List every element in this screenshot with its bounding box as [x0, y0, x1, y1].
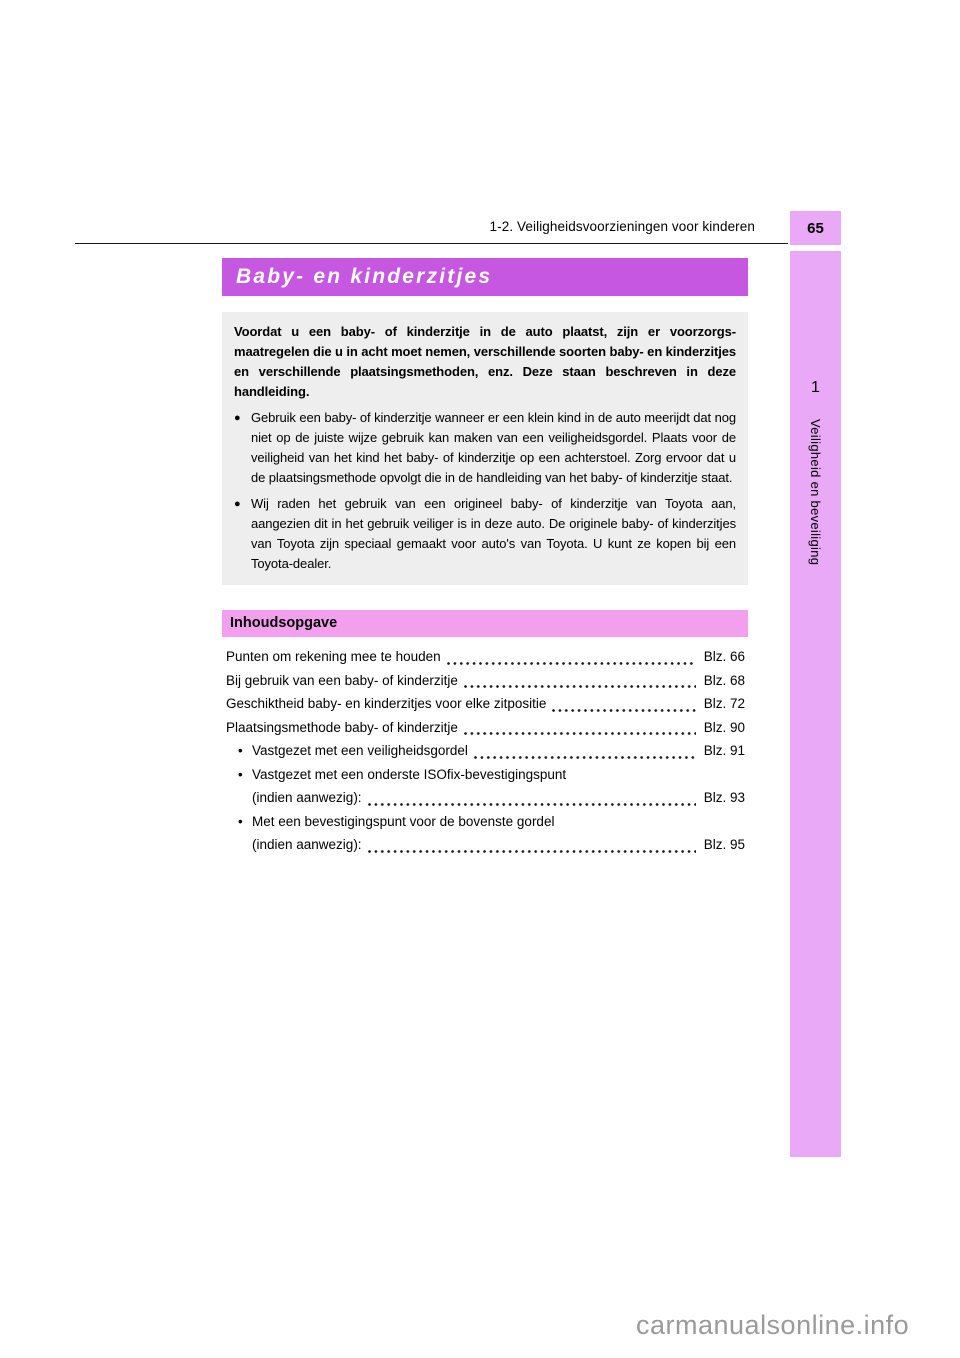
- page-number: 65: [807, 219, 824, 237]
- watermark: carmanualsonline.info: [636, 1310, 910, 1340]
- page-number-box: [790, 211, 841, 245]
- toc-entry-label: Met een bevestigingspunt voor de bovenste gordel: [252, 813, 555, 829]
- toc-leader-dots: [368, 803, 696, 806]
- chapter-tab: [790, 251, 841, 1157]
- toc-entry-label: (indien aanwezig):: [252, 837, 362, 852]
- toc-leader-dots: [464, 732, 696, 735]
- intro-lead: Voordat u een baby- of kinderzitje in de auto plaatst, zijn er voorzorgs-maatregelen die u in acht moet nemen, verschillende soorten baby- en kinderzitjes en verschillende plaatsingsmethoden, enz. Deze staan beschreven in deze handleiding.: [234, 324, 736, 399]
- toc-heading: Inhoudsopgave: [230, 615, 338, 631]
- title-banner: [222, 258, 748, 296]
- intro-bullet-item: [234, 494, 736, 574]
- chapter-label: Veiligheid en beveiliging: [808, 419, 823, 566]
- toc-entry-bullet-icon: •: [238, 766, 243, 782]
- chapter-number: 1: [811, 379, 820, 396]
- toc-leader-dots: [474, 756, 696, 759]
- toc-list: [222, 645, 748, 857]
- toc-entry-continuation: [222, 786, 748, 810]
- toc-leader-dots: [464, 685, 696, 688]
- toc-entry-bullet-icon: •: [238, 813, 243, 829]
- bullet-icon: ●: [234, 412, 241, 424]
- toc-entry: [222, 810, 748, 834]
- toc-entry-page: Blz. 68: [703, 672, 745, 688]
- toc-entry: [222, 645, 748, 669]
- toc-leader-dots: [552, 709, 695, 712]
- intro-box: [222, 312, 748, 585]
- intro-bullet-text: Wij raden het gebruik van een origineel baby- of kinderzitje van Toyota aan, aangezien dit in het gebruik veiliger is in deze auto. De originele baby- of kinderzitjes van Toyota zijn speciaal gemaakt voor auto's van Toyota. U kunt ze kopen bij een Toyota-dealer.: [251, 496, 736, 571]
- toc-entry: [222, 669, 748, 693]
- header-rule: [75, 243, 788, 244]
- toc-entry-page: Blz. 93: [703, 790, 745, 805]
- bullet-icon: ●: [234, 498, 241, 510]
- toc-entry-label: Vastgezet met een onderste ISOfix-bevestigingspunt: [252, 766, 567, 782]
- intro-bullet-item: [234, 408, 736, 488]
- toc-entry-page: Blz. 91: [703, 743, 745, 758]
- toc-entry-label: Bij gebruik van een baby- of kinderzitje: [226, 672, 458, 688]
- toc-leader-dots: [368, 850, 696, 853]
- content-column: [222, 258, 748, 857]
- toc-entry-page: Blz. 90: [703, 719, 745, 735]
- toc-entry-label: Plaatsingsmethode baby- of kinderzitje: [226, 719, 458, 735]
- toc-entry: [222, 739, 748, 763]
- toc-entry-page: Blz. 66: [703, 649, 745, 664]
- page-title: Baby- en kinderzitjes: [236, 265, 493, 288]
- toc-leader-dots: [447, 662, 696, 665]
- toc-entry-bullet-icon: •: [238, 743, 243, 758]
- toc-entry: [222, 716, 748, 740]
- toc-entry-label: (indien aanwezig):: [252, 790, 362, 805]
- toc-entry: [222, 692, 748, 716]
- section-header: 1-2. Veiligheidsvoorzieningen voor kinderen: [489, 219, 755, 234]
- intro-bullet-text: Gebruik een baby- of kinderzitje wanneer er een klein kind in de auto meerijdt dat nog niet op de juiste wijze gebruik kan maken van een veiligheidsgordel. Plaats voor de veiligheid van het kind het baby- of kinderzitje op een achterstoel. Zorg ervoor dat u de plaatsingsmethode opvolgt die in de handleiding van het baby- of kinderzitje staat.: [251, 410, 736, 485]
- toc-entry-page: Blz. 95: [703, 837, 745, 852]
- toc-heading-bar: [222, 610, 748, 637]
- toc-entry-page: Blz. 72: [703, 696, 745, 711]
- toc-entry-label: Punten om rekening mee te houden: [226, 649, 441, 664]
- toc-entry-continuation: [222, 833, 748, 857]
- toc-entry: [222, 763, 748, 787]
- toc-entry-label: Geschiktheid baby- en kinderzitjes voor elke zitpositie: [226, 696, 547, 711]
- toc-entry-label: Vastgezet met een veiligheidsgordel: [252, 743, 468, 758]
